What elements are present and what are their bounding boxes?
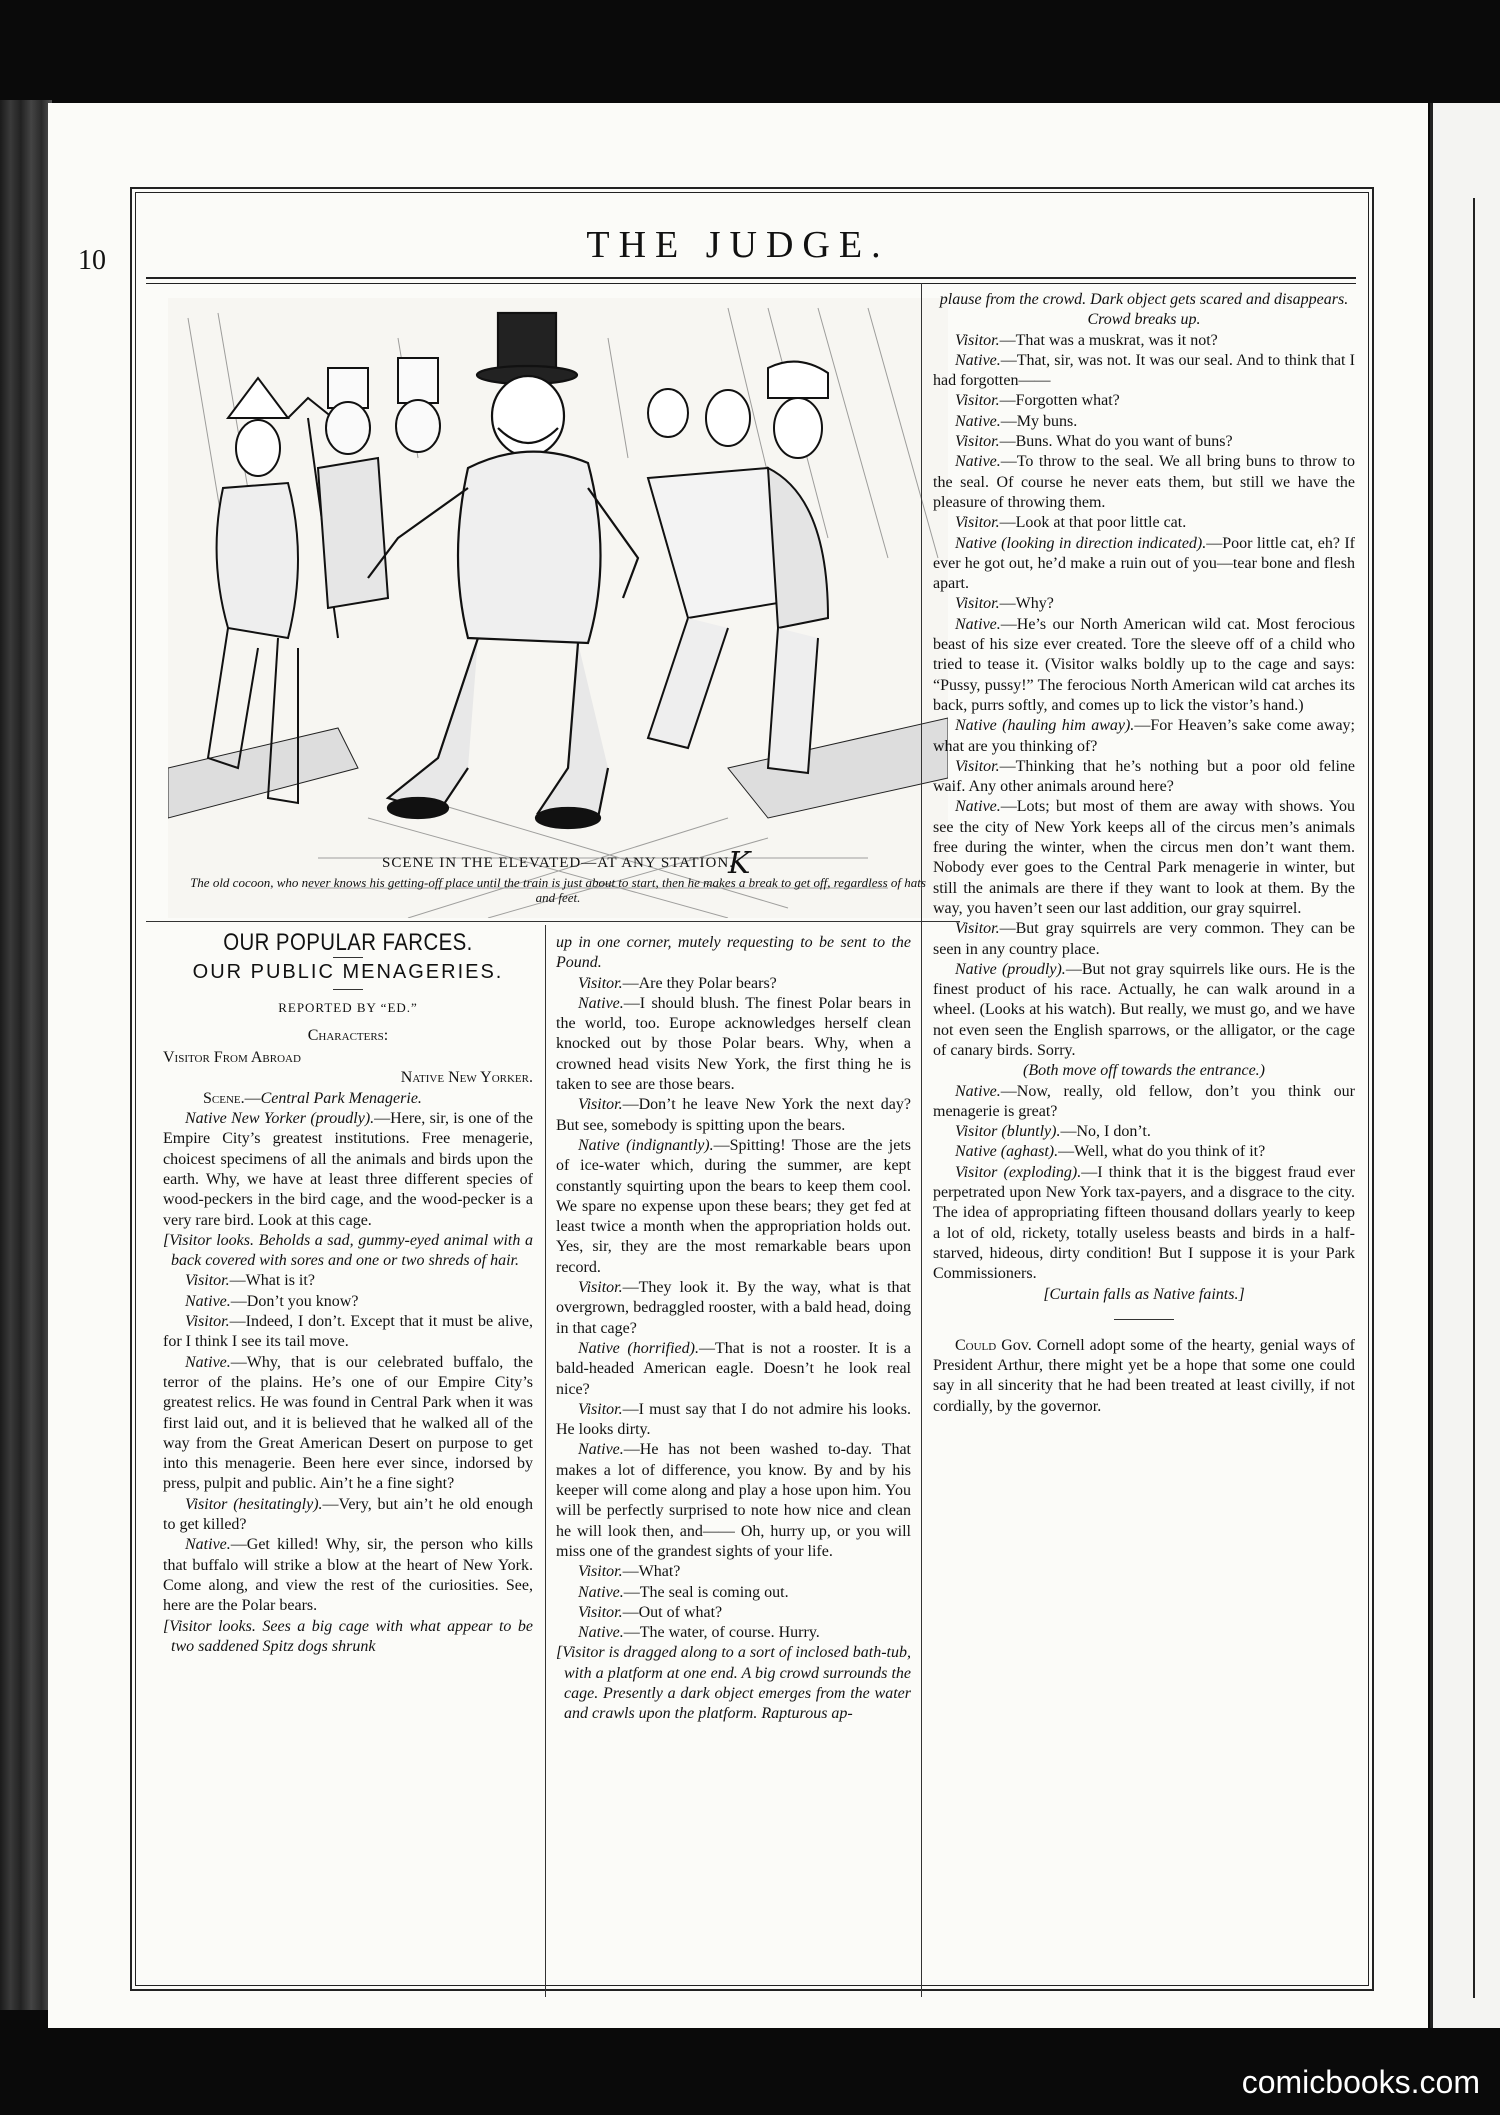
column-2-dialogue [556, 933, 911, 1725]
article-column-1 [163, 927, 533, 1657]
speaker-or-direction: Visitor (bluntly). [955, 1123, 1061, 1141]
column-rule-1 [545, 925, 546, 1997]
speaker-or-direction: Visitor. [578, 1096, 623, 1114]
speaker-or-direction: Native. [955, 453, 1001, 471]
speaker-or-direction: Native. [578, 1624, 624, 1642]
page-number: 10 [78, 245, 106, 276]
dialogue-paragraph [933, 716, 1355, 757]
column-3-dialogue [933, 290, 1355, 1305]
speaker-or-direction: Native (looking in direction indicated). [955, 534, 1207, 552]
svg-text:K: K [728, 846, 751, 881]
dialogue-paragraph [556, 974, 911, 994]
dialogue-paragraph [556, 1562, 911, 1582]
speaker-or-direction: Native New Yorker (proudly). [185, 1110, 375, 1128]
magazine-page [48, 103, 1428, 2028]
column-1-dialogue [163, 1109, 533, 1657]
speaker-or-direction: plause from the crowd. Dark object gets scared and disappears. Crowd breaks up. [939, 291, 1349, 329]
illustration-caption [158, 855, 958, 905]
dialogue-paragraph [556, 933, 911, 974]
dialogue-text: —He’s our North American wild cat. Most ferocious beast of his size ever created. Tore the sleeve off of a child who tried to tease it. (Visitor walks boldly up to the cage and says: “Pussy, pussy!” The ferocious North American wild cat arches its back, purrs softly, and comes up to lick the vistor’s hand.) [933, 615, 1355, 714]
dialogue-paragraph [933, 615, 1355, 716]
dialogue-paragraph [556, 1278, 911, 1339]
dialogue-text: —Are they Polar bears? [622, 974, 777, 992]
masthead-rule [146, 277, 1356, 279]
dialogue-text: —They look it. By the way, what is that overgrown, bedraggled rooster, with a bald head, doing in that cage? [556, 1279, 911, 1337]
dialogue-paragraph [933, 757, 1355, 798]
dialogue-text: —Why, that is our celebrated buffalo, the terror of the plains. He’s one of our Empire City’s greatest relics. He was found in Central Park when it was first laid out, and it is believed that he walked all of the way from the Great American Desert on purpose to get into this menagerie. Been here ever since, indorsed by press, pulpit and public. Ain’t he a fine sight? [163, 1353, 533, 1493]
caption-title: SCENE IN THE ELEVATED—AT ANY STATION. [382, 855, 734, 871]
dialogue-paragraph [163, 1312, 533, 1353]
speaker-or-direction: Native. [955, 351, 1001, 369]
speaker-or-direction: Visitor. [955, 757, 1000, 775]
dialogue-text: —Don’t you know? [230, 1292, 359, 1310]
dialogue-text: —Here, sir, is one of the Empire City’s greatest institutions. Free menagerie, choicest specimens of all the animals and birds upon the earth. Why, we have at least three different species of wood-peckers in the bird cage, and the wood-pecker is a very rare bird. Look at this cage. [163, 1110, 533, 1229]
dialogue-paragraph [933, 1061, 1355, 1081]
dialogue-text: —No, I don’t. [1060, 1123, 1151, 1141]
dialogue-text: —I should blush. The finest Polar bears in the world, too. Europe acknowledges herself clean knocked out by those Polar bears. Why, when a crowned head visits New York, the first thing he is taken to see are those bears. [556, 994, 911, 1094]
speaker-or-direction: Visitor (exploding). [955, 1163, 1082, 1181]
dialogue-text: —Thinking that he’s nothing but a poor old feline waif. Any other animals around here? [933, 757, 1355, 796]
characters-label: Characters: [307, 1026, 389, 1044]
dialogue-paragraph [556, 994, 911, 1095]
dialogue-text: —Look at that poor little cat. [999, 514, 1187, 532]
character-visitor: Visitor From Abroad [163, 1049, 301, 1067]
speaker-or-direction: Visitor (hesitatingly). [185, 1495, 323, 1513]
dialogue-text: —Well, what do you think of it? [1058, 1143, 1266, 1161]
article-column-2 [556, 933, 911, 1725]
cornell-paragraph: Could Gov. Cornell adopt some of the hearty, genial ways of President Arthur, there might yet be a hope that some one could say in all sincerity that he had been treated at least civilly, if not cordially, by the governor. [933, 1336, 1355, 1415]
speaker-or-direction: Native (indignantly). [578, 1136, 714, 1154]
dialogue-text: —That is not a rooster. It is a bald-headed American eagle. Doesn’t he look real nice? [556, 1339, 912, 1398]
speaker-or-direction: [Visitor looks. Sees a big cage with what appear to be two saddened Spitz dogs shrunk [163, 1617, 533, 1655]
speaker-or-direction: Native (horrified). [578, 1339, 699, 1357]
dialogue-text: —Forgotten what? [999, 392, 1120, 410]
dialogue-text: —Get killed! Why, sir, the person who kills that buffalo will strike a blow at the heart of New York. Come along, and view the rest of the curiosities. See, here are the Polar bears. [163, 1536, 533, 1615]
dialogue-text: —But gray squirrels are very common. They can be seen in any country place. [933, 920, 1355, 958]
speaker-or-direction: Visitor. [185, 1313, 230, 1331]
speaker-or-direction: Native. [578, 994, 624, 1012]
dialogue-text: —What? [622, 1563, 681, 1581]
dialogue-text: —I must say that I do not admire his looks. He looks dirty. [556, 1400, 911, 1439]
dialogue-text: —That was a muskrat, was it not? [999, 331, 1218, 349]
dialogue-text: —Out of what? [622, 1603, 723, 1621]
dialogue-paragraph [163, 1109, 533, 1231]
article-byline: REPORTED BY “ED.” [278, 999, 418, 1015]
dialogue-text: —What is it? [229, 1272, 315, 1290]
speaker-or-direction: Native. [955, 798, 1001, 816]
dialogue-paragraph [163, 1535, 533, 1616]
scene-line: Scene.—Central Park Menagerie. [203, 1089, 422, 1107]
speaker-or-direction: Native (hauling him away). [955, 717, 1135, 735]
dialogue-paragraph [556, 1623, 911, 1643]
speaker-or-direction: Visitor. [578, 974, 623, 992]
speaker-or-direction: Visitor. [955, 433, 1000, 451]
article-subhead: OUR PUBLIC MENAGERIES. [192, 961, 504, 984]
speaker-or-direction: Visitor. [955, 920, 1000, 938]
speaker-or-direction: Visitor. [185, 1272, 230, 1290]
dialogue-paragraph [933, 391, 1355, 411]
character-native: Native New Yorker. [400, 1069, 533, 1087]
dialogue-paragraph [163, 1271, 533, 1291]
dialogue-paragraph [556, 1095, 911, 1136]
cartoon-illustration [168, 298, 948, 918]
dialogue-text: —Spitting! Those are the jets of ice-water which, during the summer, are kept constantly squirting upon the bears to keep them cool. We spare no expense upon these bears; they get fed at least twice a month when the appropriation holds out. Yes, sir, they are the most remarkable bears upon record. [556, 1136, 911, 1276]
masthead-rule-thin [146, 283, 1356, 284]
speaker-or-direction: (Both move off towards the entrance.) [1022, 1062, 1266, 1080]
speaker-or-direction: [Visitor looks. Beholds a sad, gummy-eyed animal with a back covered with sores and one or two shreds of hair. [163, 1231, 533, 1270]
dialogue-paragraph [933, 919, 1355, 960]
dialogue-paragraph [933, 960, 1355, 1061]
dialogue-text: —That, sir, was not. It was our seal. And to think that I had forgotten—— [933, 351, 1355, 390]
dialogue-text: —He has not been washed to-day. That makes a lot of difference, you know. By and by his keeper will come along and play a hose upon him. You will be perfectly surprised to note how nice and clean he will look then, and—— Oh, hurry up, or you will miss one of the grandest sights of your life. [556, 1441, 911, 1560]
article-column-3 [933, 290, 1355, 1417]
dialogue-paragraph [556, 1339, 911, 1400]
speaker-or-direction: Visitor. [955, 514, 1000, 532]
speaker-or-direction: Native. [578, 1583, 624, 1601]
dialogue-paragraph [163, 1231, 533, 1272]
dialogue-paragraph [933, 290, 1355, 331]
dialogue-paragraph [933, 534, 1355, 595]
dialogue-paragraph [933, 594, 1355, 614]
column-rule-2 [921, 283, 922, 1997]
dialogue-paragraph [933, 1122, 1355, 1142]
speaker-or-direction: up in one corner, mutely requesting to be sent to the Pound. [556, 934, 911, 972]
speaker-or-direction: Native. [955, 1082, 1001, 1100]
speaker-or-direction: Visitor. [578, 1563, 623, 1581]
speaker-or-direction: Native. [185, 1292, 231, 1310]
dialogue-text: —The seal is coming out. [623, 1583, 789, 1601]
dialogue-paragraph [556, 1400, 911, 1441]
speaker-or-direction: Visitor. [578, 1400, 623, 1418]
speaker-or-direction: Native. [578, 1441, 624, 1459]
speaker-or-direction: Native. [955, 412, 1001, 430]
speaker-or-direction: Native (proudly). [955, 960, 1066, 978]
dialogue-paragraph [163, 1617, 533, 1658]
speaker-or-direction: Native. [185, 1536, 231, 1554]
dialogue-text: —Buns. What do you want of buns? [999, 433, 1233, 451]
dialogue-paragraph [556, 1136, 911, 1278]
dialogue-paragraph [556, 1440, 911, 1562]
dialogue-paragraph [556, 1583, 911, 1603]
dialogue-paragraph [933, 351, 1355, 392]
dialogue-text: —But not gray squirrels like ours. He is the finest product of his race. Actually, he can walk around in a wheel. (Looks at his watch). But really, we must go, and we have not even seen the English sparrows, or the alligator, or the cage of canary birds. Sorry. [933, 960, 1355, 1059]
speaker-or-direction: Native. [955, 615, 1001, 633]
dialogue-text: —Don’t he leave New York the next day? But see, somebody is spitting upon the bears. [556, 1096, 911, 1134]
dialogue-paragraph [933, 513, 1355, 533]
dialogue-paragraph [933, 1163, 1355, 1285]
dialogue-paragraph [163, 1292, 533, 1312]
speaker-or-direction: [Visitor is dragged along to a sort of inclosed bath-tub, with a platform at one end. A big crowd surrounds the cage. Presently a dark object emerges from the water and crawls upon the platform. Rapturous ap- [556, 1644, 911, 1723]
speaker-or-direction: Visitor. [578, 1279, 623, 1297]
dialogue-text: —Indeed, I don’t. Except that it must be alive, for I think I see its tail move. [163, 1313, 533, 1351]
dialogue-paragraph [933, 452, 1355, 513]
speaker-or-direction: Native. [185, 1353, 231, 1371]
dialogue-paragraph [933, 331, 1355, 351]
dialogue-text: —Why? [999, 595, 1054, 613]
dialogue-paragraph [933, 1285, 1355, 1305]
dialogue-text: —Very, but ain’t he old enough to get killed? [163, 1495, 534, 1534]
dialogue-paragraph [556, 1603, 911, 1623]
speaker-or-direction: Visitor. [578, 1603, 623, 1621]
masthead-title: THE JUDGE. [586, 224, 890, 266]
dialogue-paragraph [933, 1142, 1355, 1162]
dialogue-text: —The water, of course. Hurry. [623, 1624, 820, 1642]
dialogue-text: —Lots; but most of them are away with shows. You see the city of New York keeps all of the circus men’s animals free during the winter, when the circus men don’t want them. Nobody ever goes to the Central Park menagerie in winter, but still the animals are there if they want to look at them. By the way, you haven’t seen our last addition, our gray squirrel. [933, 798, 1355, 917]
dialogue-text: —Now, really, old fellow, don’t you think our menagerie is great? [933, 1082, 1355, 1120]
dialogue-text: —Poor little cat, eh? If ever he got out, he’d make a ruin out of you—tear bone and flesh apart. [933, 534, 1355, 593]
speaker-or-direction: Visitor. [955, 331, 1000, 349]
article-headline: OUR POPULAR FARCES. [223, 929, 473, 956]
dialogue-paragraph [163, 1495, 533, 1536]
speaker-or-direction: Visitor. [955, 392, 1000, 410]
dialogue-paragraph [163, 1353, 533, 1495]
dialogue-paragraph [933, 412, 1355, 432]
caption-text: The old cocoon, who never knows his getting-off place until the train is just about to start, then he makes a break to get off, regardless of hats and feet. [190, 875, 926, 905]
dialogue-text: —For Heaven’s sake come away; what are you thinking of? [933, 717, 1355, 755]
dialogue-paragraph [556, 1643, 911, 1724]
dialogue-text: —To throw to the seal. We all bring buns to throw to the seal. Of course he never eats them, but still we have the pleasure of throwing them. [933, 453, 1355, 511]
dialogue-paragraph [933, 432, 1355, 452]
dialogue-paragraph [933, 1082, 1355, 1123]
dialogue-text: —My buns. [1000, 412, 1078, 430]
speaker-or-direction: [Curtain falls as Native faints.] [1043, 1285, 1245, 1303]
dialogue-paragraph [933, 797, 1355, 919]
dialogue-text: —I think that it is the biggest fraud ever perpetrated upon New York tax-payers, and a disgrace to the city. The idea of appropriating fifteen thousand dollars yearly to keep a lot of old, rickety, totally useless beasts and birds in a half-starved, hideous, dirty condition! But I suppose it is your Park Commissioners. [933, 1163, 1356, 1283]
site-watermark: comicbooks.com [1241, 2064, 1480, 2100]
facing-page-edge [1430, 103, 1500, 2028]
speaker-or-direction: Visitor. [955, 595, 1000, 613]
book-binding [0, 100, 52, 2010]
speaker-or-direction: Native (aghast). [955, 1143, 1059, 1161]
section-rule [146, 921, 960, 922]
